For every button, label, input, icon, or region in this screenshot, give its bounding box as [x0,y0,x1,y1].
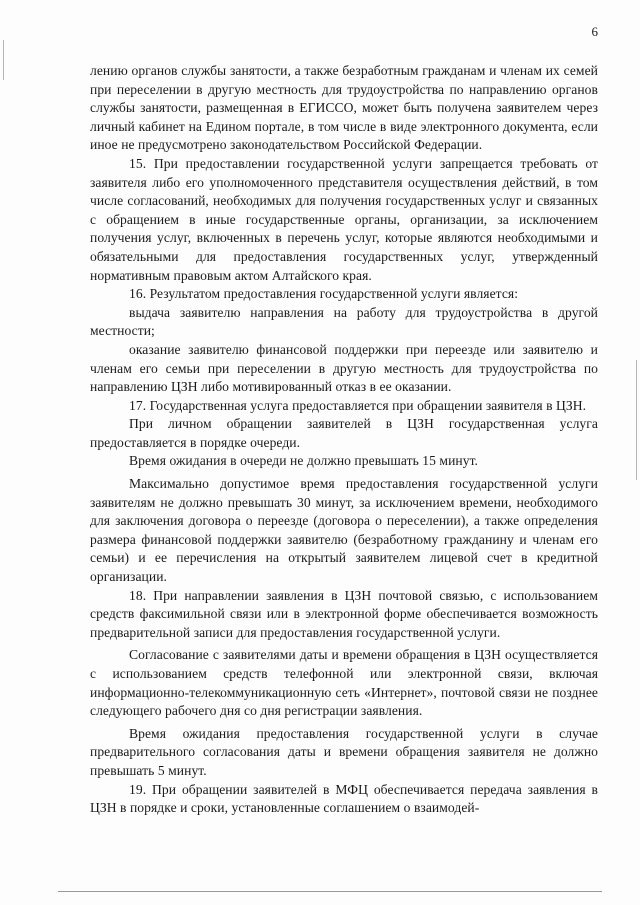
paragraph-continuation: лению органов службы занятости, а также безработным гражданам и членам их семей при переселении в другую местность для трудоустройства по направлению органов службы занятости, размещенная в ЕГИССО, может быть получена заявителем через личный кабинет на Едином портале, в том числе в виде электронного документа, если иное не предусмотрено законодательством Российской Федерации. [90,63,598,153]
paragraph-17-max-time: Максимально допустимое время предоставления государственной услуги заявителям не должно превышать 30 минут, за исключением времени, необходимого для заключения договора о переезде (договора о переселении), а также определения размера финансовой поддержки заявителю (безработному гражданину и членам его семьи) и ее перечисления на открытый заявителем лицевой счет в кредитной организации. [90,476,598,585]
paragraph-16-item-2: оказание заявителю финансовой поддержки при переезде или заявителю и членам его семьи при переселении в другую местность для трудоустройства по направлению ЦЗН либо мотивированный отказ в ее оказании. [90,341,598,395]
paragraph-19: 19. При обращении заявителей в МФЦ обеспечивается передача заявления в ЦЗН в порядке и сроки, установленные соглашением о взаимодей- [90,781,598,816]
page-number: 6 [591,24,598,39]
paragraph-18-agreement: Согласование с заявителями даты и времени обращения в ЦЗН осуществляется с использованием средств телефонной или электронной связи, включая информационно-телекоммуникационную сеть «Интернет», почтовой связи не позднее следующего рабочего дня со дня регистрации заявления. [90,647,598,719]
paragraph-16: 16. Результатом предоставления государственной услуги является: [129,286,519,302]
document-text [90,62,598,818]
margin-scan-mark-left [3,40,4,80]
paragraph-18-wait-time: Время ожидания предоставления государственной услуги в случае предварительного согласования даты и времени обращения заявителя не должно превышать 5 минут. [90,725,598,778]
paragraph-18: 18. При направлении заявления в ЦЗН почтовой связью, с использованием средств факсимильной связи или в электронной форме обеспечивается возможность предварительной записи для предоставления государственной услуги. [90,587,598,640]
paragraph-15: 15. При предоставлении государственной услуги запрещается требовать от заявителя либо его уполномоченного представителя осуществления действий, в том числе согласований, необходимых для получения государственных услуг и связанных с обращением в иные государственные органы, организации, за исключением получения услуг, включенных в перечень услуг, которые являются необходимыми и обязательными для предоставления государственных услуг, утвержденный нормативным правовым актом Алтайского края. [90,155,598,283]
paragraph-17: 17. Государственная услуга предоставляется при обращении заявителя в ЦЗН. [129,397,587,413]
bottom-scan-edge [58,891,602,892]
paragraph-17-personal-visit: При личном обращении заявителей в ЦЗН государственная услуга предоставляется в порядке очереди. [90,416,598,450]
paragraph-17-wait-time: Время ожидания в очереди не должно превышать 15 минут. [129,453,478,469]
margin-scan-mark-right [636,360,637,480]
paragraph-16-item-1: выдача заявителю направления на работу для трудоустройства в другой местности; [90,304,598,339]
